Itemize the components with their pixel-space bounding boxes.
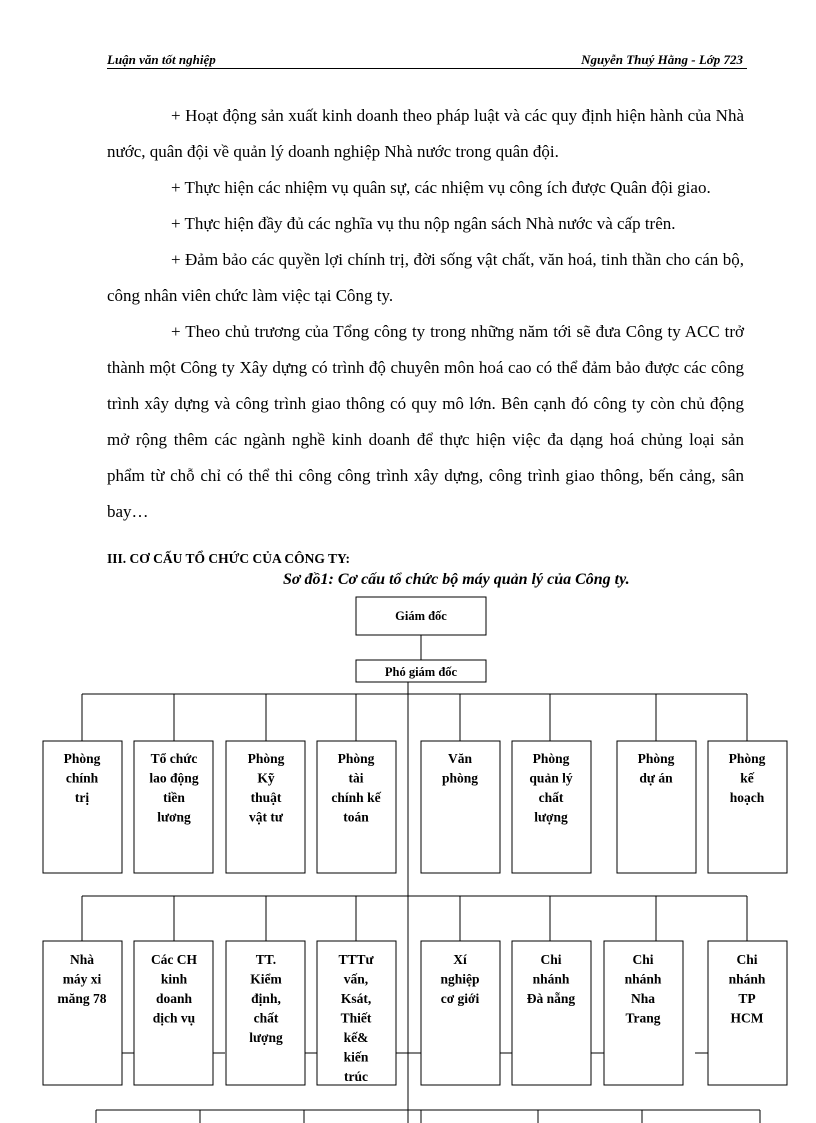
department-line: chính kế (331, 790, 381, 805)
unit-box-chi-nhanh-tp-hcm (708, 941, 787, 1085)
unit-box-nha-may-xi-mang (43, 941, 122, 1085)
unit-line: máy xi (62, 971, 102, 987)
unit-line: định, (251, 991, 281, 1006)
unit-box-xi-nghiep-co-gioi (421, 941, 500, 1085)
deputy-director-box (356, 660, 486, 682)
unit-line: nhánh (728, 971, 766, 987)
unit-line: chất (253, 1010, 279, 1026)
unit-box-cua-hang-dich-vu (134, 941, 213, 1085)
unit-line: lượng (249, 1030, 283, 1045)
department-line: thuật (250, 790, 282, 805)
unit-line: dịch vụ (152, 1010, 196, 1026)
unit-line: trúc (344, 1069, 368, 1084)
director-label: Giám đốc (395, 609, 447, 623)
section-heading: III. CƠ CẤU TỔ CHỨC CỦA CÔNG TY: (107, 551, 351, 566)
department-line: lượng (534, 809, 568, 825)
deputy-director-label: Phó giám đốc (384, 665, 458, 679)
unit-line: cơ giới (440, 991, 480, 1006)
department-line: chính (65, 770, 99, 786)
department-line: Phòng (637, 751, 675, 766)
department-line: tài (348, 770, 364, 786)
unit-line: Thiết (340, 1010, 372, 1026)
paragraph: + Đảm bảo các quyền lợi chính trị, đời sống vật chất, văn hoá, tinh thần cho cán bộ, công nhân viên chức làm việc tại Công ty. (107, 250, 744, 305)
department-line: Phòng (532, 751, 570, 766)
paragraph: + Theo chủ trương của Tổng công ty trong những năm tới sẽ đưa Công ty ACC trở thành một Công ty Xây dựng có trình độ chuyên môn hoá cao có thể đảm bảo được các công trình xây dựng và công trình giao thông có quy mô lớn. Bên cạnh đó công ty còn chủ động mở rộng thêm các ngành nghề kinh doanh để thực hiện việc đa dạng hoá chủng loại sản phẩm từ chỗ chỉ có thể thi công công trình xây dựng, công trình giao thông, bến cảng, sân bay… (107, 322, 744, 521)
department-line: Tổ chức (150, 751, 198, 766)
unit-box-kiem-dinh (226, 941, 305, 1085)
unit-line: TT. (255, 952, 277, 967)
department-box-to-chuc (134, 741, 213, 873)
unit-line: Đà nẵng (526, 991, 576, 1006)
department-line: quản lý (529, 770, 573, 786)
unit-line: Chi (540, 952, 562, 967)
department-line: Kỹ (257, 770, 275, 786)
department-box-quan-ly-chat-luong (512, 741, 591, 873)
diagram-caption: Sơ đồ1: Cơ cấu tổ chức bộ máy quản lý của Công ty. (283, 571, 630, 588)
paragraph: + Thực hiện các nhiệm vụ quân sự, các nhiệm vụ công ích được Quân đội giao. (171, 178, 711, 197)
unit-line: Chi (632, 952, 654, 967)
department-box-van-phong (421, 741, 500, 873)
unit-line: HCM (730, 1010, 764, 1026)
unit-line: kinh (160, 971, 188, 987)
department-box-ky-thuat (226, 741, 305, 873)
unit-line: Chi (736, 952, 758, 967)
unit-line: Nhà (69, 952, 95, 967)
unit-line: Các CH (150, 952, 198, 967)
department-box-tai-chinh (317, 741, 396, 873)
department-line: Phòng (337, 751, 375, 766)
unit-box-chi-nhanh-da-nang (512, 941, 591, 1085)
unit-line: nhánh (624, 971, 662, 987)
department-line: chất (538, 790, 564, 805)
unit-line: TP (738, 991, 756, 1006)
unit-box-tu-van-thiet-ke (317, 941, 396, 1085)
paragraph: + Hoạt động sản xuất kinh doanh theo pháp luật và các quy định hiện hành của Nhà nước, quân đội về quản lý doanh nghiệp Nhà nước trong quân đội. (107, 106, 744, 161)
department-line: Phòng (63, 751, 101, 766)
department-box-du-an (617, 741, 696, 873)
unit-line: măng 78 (57, 991, 107, 1006)
unit-line: doanh (155, 991, 193, 1006)
department-line: Phòng (247, 751, 285, 766)
unit-line: Kiểm (250, 971, 282, 987)
department-line: hoạch (729, 790, 765, 805)
department-box-ke-hoach (708, 741, 787, 873)
header-right: Nguyễn Thuý Hằng - Lớp 723 (581, 52, 743, 67)
unit-line: nhánh (532, 971, 570, 987)
department-line: toán (343, 809, 369, 825)
department-line: lao động (149, 770, 199, 786)
department-line: dự án (639, 770, 673, 786)
unit-line: vấn, (343, 971, 369, 987)
department-line: phòng (441, 770, 479, 786)
department-line: trị (74, 790, 90, 805)
unit-line: TTTư (338, 952, 374, 967)
department-line: kế (740, 770, 754, 786)
director-box (356, 597, 486, 635)
department-line: Văn (447, 751, 473, 766)
department-line: lương (157, 809, 191, 825)
unit-line: Trang (625, 1010, 661, 1026)
unit-line: Xí (453, 952, 467, 967)
unit-line: kiến (343, 1049, 369, 1065)
department-box-chinh-tri (43, 741, 122, 873)
department-line: tiền (163, 790, 185, 805)
department-line: Phòng (728, 751, 766, 766)
unit-line: Nha (630, 991, 656, 1006)
unit-line: kế& (343, 1030, 369, 1045)
paragraph: + Thực hiện đầy đủ các nghĩa vụ thu nộp ngân sách Nhà nước và cấp trên. (171, 214, 676, 233)
unit-line: nghiệp (440, 971, 480, 987)
unit-line: Ksát, (340, 991, 372, 1006)
unit-box-chi-nhanh-nha-trang (604, 941, 683, 1085)
header-left: Luận văn tốt nghiệp (107, 52, 216, 67)
department-line: vật tư (249, 809, 283, 825)
